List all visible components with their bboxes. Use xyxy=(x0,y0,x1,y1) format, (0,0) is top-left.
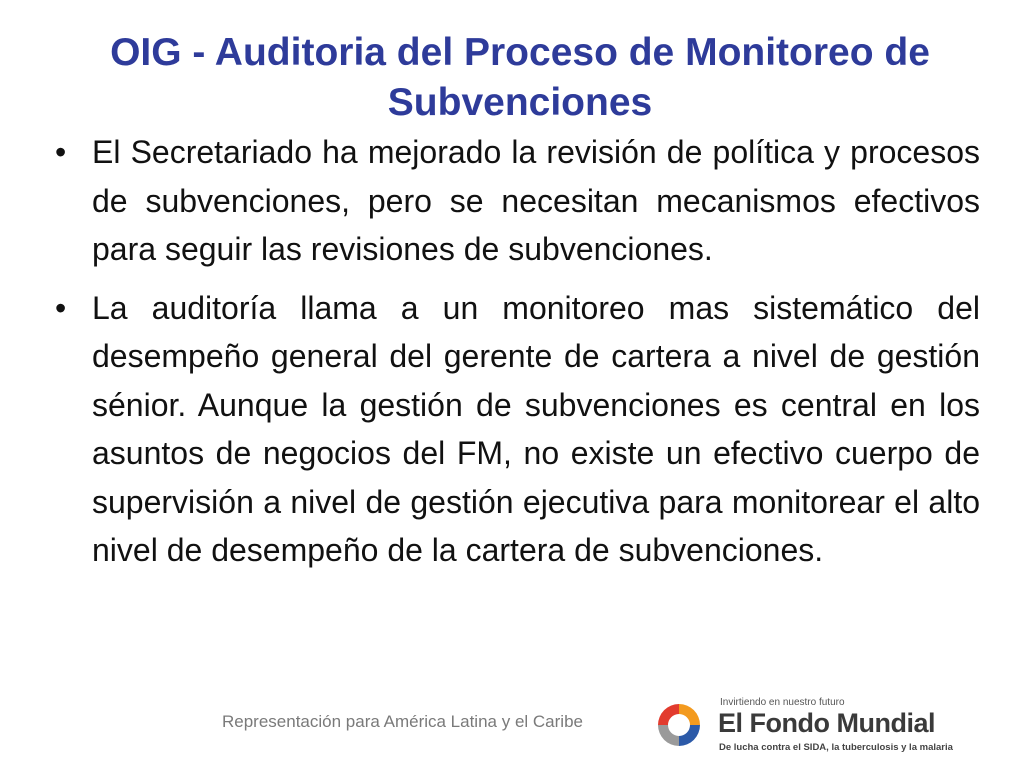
global-fund-logo xyxy=(652,694,953,760)
bullet-dot-icon: • xyxy=(55,289,67,326)
logo-name: El Fondo Mundial xyxy=(718,708,935,738)
logo-subtitle: De lucha contra el SIDA, la tuberculosis y la malaria xyxy=(719,742,953,753)
bullet-text: El Secretariado ha mejorado la revisión de política y procesos de subvenciones, pero se necesitan mecanismos efectivos para seguir las revisiones de subvenciones. xyxy=(92,134,980,267)
logo-tagline: Invirtiendo en nuestro futuro xyxy=(720,697,845,708)
bullet-list xyxy=(55,128,980,585)
bullet-item xyxy=(55,284,980,575)
slide-title: OIG - Auditoria del Proceso de Monitoreo de Subvenciones xyxy=(110,31,930,124)
logo-center xyxy=(673,719,685,731)
footer-text: Representación para América Latina y el Caribe xyxy=(222,712,583,731)
bullet-dot-icon: • xyxy=(55,134,67,170)
global-fund-logo-icon xyxy=(652,698,706,756)
bullet-text: La auditoría llama a un monitoreo mas sistemático del desempeño general del gerente de cartera a nivel de gestión sénior. Aunque la gestión de subvenciones es central en los asuntos de negocios del FM, no existe un efectivo cuerpo de supervisión a nivel de gestión ejecutiva para monitorear el alto nivel de desempeño de la cartera de subvenciones. xyxy=(92,289,980,568)
bullet-item xyxy=(55,128,980,274)
